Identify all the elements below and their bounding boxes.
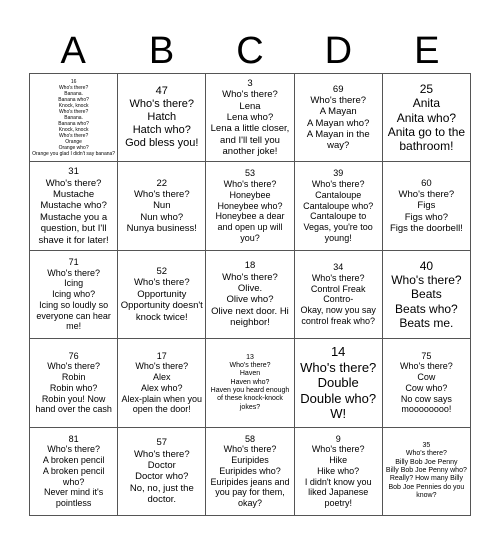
bingo-square[interactable] [383,339,471,427]
bingo-square[interactable] [295,251,383,339]
square-text: 69 Who's there? A Mayan A Mayan who? A Mayan in the way? [306,83,370,152]
column-letter-a: A [60,29,86,72]
square-text: 39 Who's there? Cantaloupe Cantaloupe who? Cantaloupe to Vegas, you're too young! [303,168,374,244]
square-text: 71 Who's there? Icing Icing who? Icing so loudly so everyone can hear me! [36,256,111,332]
bingo-square[interactable] [206,251,294,339]
square-text: 22 Who's there? Nun Nun who? Nunya business! [126,177,197,235]
bingo-square[interactable] [383,428,471,516]
square-text: 47 Who's there? Hatch Hatch who? God bless you! [125,84,199,150]
bingo-square[interactable] [118,428,206,516]
square-text: 75 Who's there? Cow Cow who? No cow says moooooooo! [400,350,453,415]
square-text: 31 Who's there? Mustache Mustache who? Mustache you a question, but I'll shave it for later! [38,166,109,246]
square-text: 25 Anita Anita who? Anita go to the bathroom! [387,81,466,154]
bingo-square[interactable] [118,339,206,427]
square-text: 16 Who's there? Banana. Banana who? Knock, knock Who's there? Banana. Banana who? Knock, knock Who's there? Orange Orange who? Orange you glad I didn't say banana? [32,78,116,157]
column-letter-b: B [148,29,175,72]
square-text: 9 Who's there? Hike Hike who? I didn't know you liked Japanese poetry! [304,433,372,509]
square-text: 81 Who's there? A broken pencil A broken pencil who? Never mind it's pointless [42,433,105,509]
column-letter-d: D [324,29,353,72]
bingo-square[interactable] [206,428,294,516]
bingo-square[interactable] [30,428,118,516]
square-text: 14 Who's there? Double Double who? W! [300,343,377,422]
bingo-square[interactable] [206,74,294,162]
bingo-square[interactable] [206,162,294,250]
bingo-square[interactable] [295,339,383,427]
bingo-square[interactable] [295,74,383,162]
square-text: 18 Who's there? Olive. Olive who? Olive next door. Hi neighbor! [211,260,289,329]
column-letter-c: C [236,29,264,72]
square-text: 76 Who's there? Robin Robin who? Robin you! Now hand over the cash [35,350,112,415]
bingo-square[interactable] [206,339,294,427]
bingo-square[interactable] [383,74,471,162]
bingo-square[interactable] [295,428,383,516]
square-text: 34 Who's there? Control Freak Contro- Okay, now you say control freak who? [300,262,376,327]
bingo-square[interactable] [118,162,206,250]
square-text: 13 Who's there? Haven Haven who? Haven you heard enough of these knock-knock jokes? [210,353,290,411]
square-text: 53 Who's there? Honeybee Honeybee who? Honeybee a dear and open up will you? [215,168,285,244]
square-text: 40 Who's there? Beats Beats who? Beats me. [391,258,462,331]
bingo-square[interactable] [30,74,118,162]
square-text: 52 Who's there? Opportunity Opportunity doesn't knock twice! [120,266,203,323]
bingo-square[interactable] [383,162,471,250]
bingo-header [29,28,471,74]
square-text: 57 Who's there? Doctor Doctor who? No, no, just the doctor. [129,437,194,506]
square-text: 58 Who's there? Euripides Euripides who? Euripides jeans and you pay for them, okay? [210,433,290,509]
bingo-square[interactable] [118,251,206,339]
bingo-square[interactable] [118,74,206,162]
bingo-square[interactable] [30,162,118,250]
bingo-card-grid [29,73,471,516]
square-text: 35 Who's there? Billy Bob Joe Penny Billy Bob Joe Penny who? Really? How many Billy Bob Joe Pennies do you know? [385,441,467,500]
bingo-square[interactable] [30,251,118,339]
square-text: 17 Who's there? Alex Alex who? Alex-plain when you open the door! [121,350,203,415]
square-text: 3 Who's there? Lena Lena who? Lena a little closer, and I'll tell you another joke! [210,77,290,158]
column-letter-e: E [414,29,440,72]
square-text: 60 Who's there? Figs Figs who? Figs the doorbell! [389,177,463,235]
bingo-square[interactable] [295,162,383,250]
bingo-square[interactable] [383,251,471,339]
bingo-square[interactable] [30,339,118,427]
